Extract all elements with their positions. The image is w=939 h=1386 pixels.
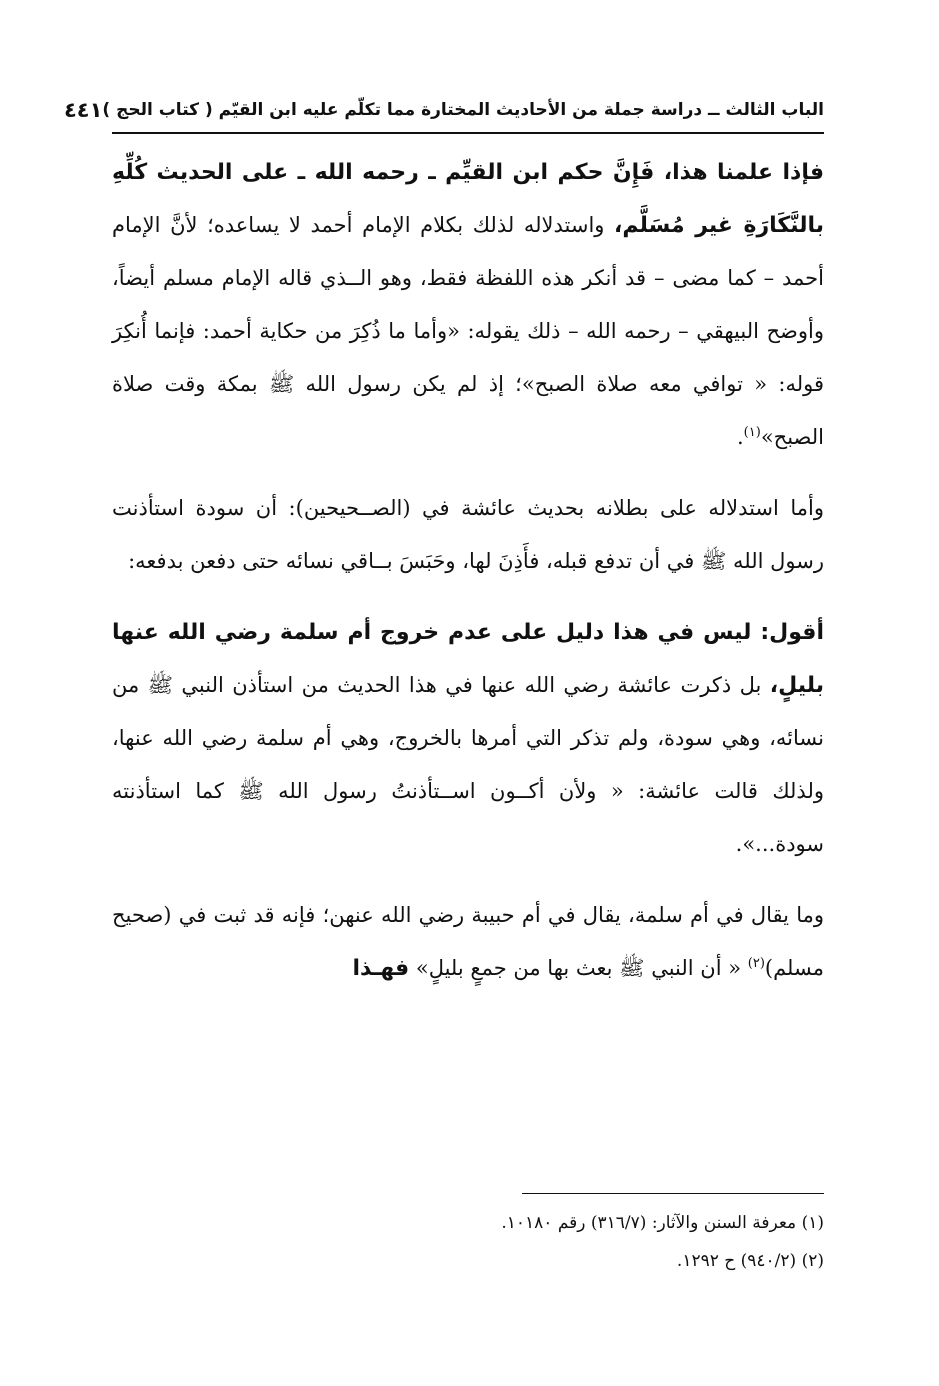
running-header (63, 90, 824, 130)
footnote-2: (٢) (٩٤٠/٢) ح ١٢٩٢. (676, 1251, 824, 1271)
paragraph-3-text: بل ذكرت عائشة رضي الله عنها في هذا الحديث من استأذن النبي ﷺ من نسائه، وهي سودة، ولم تذكر التي أمرها بالخروج، وهي أم سلمة رضي الله عنها، ولذلك قالت عائشة: « ولأن أكــون اســتأذنتُ رسول الله ﷺ كما استأذنته سودة...». (112, 673, 824, 856)
paragraph-3-bold: أقول: ليس في هذا دليل على عدم خروج أم سلمة رضي الله عنها بليلٍ، (112, 620, 824, 698)
paragraph-4-bold-end: فهـذا (352, 956, 410, 981)
footnote-ref-2: (٢) (747, 956, 765, 971)
paragraph-1 (112, 146, 824, 464)
paragraph-4-text: وما يقال في أم سلمة، يقال في أم حبيبة رضي الله عنهن؛ فإنه قد ثبت في (صحيح مسلم) (112, 903, 824, 980)
paragraph-4-quote: « أن النبي ﷺ بعث بها من جمعٍ بليلٍ» (409, 956, 748, 980)
paragraph-2-text: وأما استدلاله على بطلانه بحديث عائشة في (الصــحيحين): أن سودة استأذنت رسول الله ﷺ في أن تدفع قبله، فأَذِنَ لها، وحَبَسَ بــاقي نسائه حتى دفعن بدفعه: (112, 496, 824, 573)
footnotes (112, 1204, 824, 1280)
paragraph-1-bold: فإذا علمنا هذا، فَإِنَّ حكم ابن القيِّم ـ رحمه الله ـ على الحديث كُلِّهِ بالنَّكَارَةِ غير مُسَلَّم، (112, 160, 824, 238)
paragraph-1-end: . (736, 425, 744, 449)
footnote-ref-1: (١) (743, 425, 761, 440)
header-rule (112, 132, 824, 134)
paragraph-4 (112, 889, 824, 995)
main-text (112, 146, 824, 995)
paragraph-3 (112, 606, 824, 871)
paragraph-2 (112, 482, 824, 588)
paragraph-1-text: واستدلاله لذلك بكلام الإمام أحمد لا يساعده؛ لأنَّ الإمام أحمد – كما مضى – قد أنكر هذه اللفظة فقط، وهو الــذي قاله الإمام مسلم أيضاً، وأوضح البيهقي – رحمه الله – ذلك يقوله: «وأما ما ذُكِرَ من حكاية أحمد: فإنما أُنكِرَ قوله: « توافي معه صلاة الصبح»؛ إذ لم يكن رسول الله ﷺ بمكة وقت صلاة الصبح» (112, 213, 824, 449)
footnote-separator (522, 1193, 824, 1194)
page-number: ٤٤١ (63, 98, 103, 122)
footnote-1: (١) معرفة السنن والآثار: (٣١٦/٧) رقم ١٠١٨٠. (501, 1213, 824, 1233)
header-title: الباب الثالث ــ دراسة جملة من الأحاديث المختارة مما تكلّم عليه ابن القيّم ( كتاب الحج ) (102, 100, 824, 120)
